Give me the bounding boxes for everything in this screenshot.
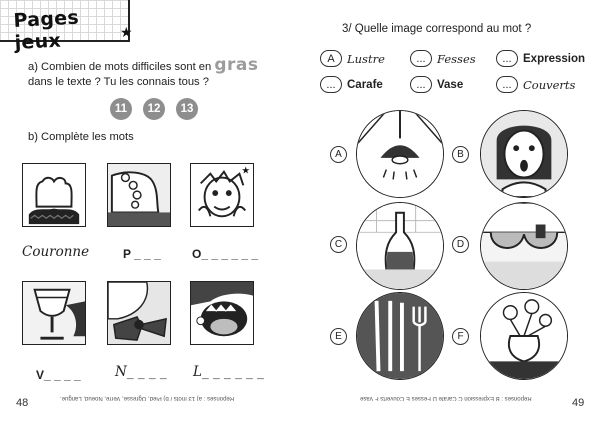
star-icon: ★ xyxy=(120,24,133,40)
circle-label-f: F xyxy=(452,328,469,345)
picture-ogress xyxy=(190,163,254,227)
option-word: Expression xyxy=(523,52,585,65)
circle-label-d: D xyxy=(452,236,469,253)
answers-left-upside-down: Réponses : a) 13 mots / b) Pied, Ogresse, Verre, Noeud, Langue. xyxy=(60,395,235,401)
circle-vase xyxy=(480,292,568,380)
option-expression[interactable] xyxy=(496,50,585,68)
circle-label-e: E xyxy=(330,328,347,345)
option-word: Carafe xyxy=(347,78,383,91)
option-vase[interactable] xyxy=(410,76,463,94)
option-badge[interactable]: ... xyxy=(410,76,432,93)
picture-crown xyxy=(22,163,86,227)
question-a xyxy=(28,55,298,90)
picture-glass xyxy=(22,281,86,345)
option-word: Vase xyxy=(437,78,464,91)
option-carafe[interactable] xyxy=(320,76,383,94)
option-word: Couverts xyxy=(523,77,576,92)
circle-label-a: A xyxy=(330,146,347,163)
option-couverts[interactable] xyxy=(496,76,575,94)
question-3: 3/ Quelle image correspond au mot ? xyxy=(342,23,532,35)
option-badge[interactable]: ... xyxy=(320,76,342,93)
answer-choice-13[interactable]: 13 xyxy=(176,98,198,120)
question-a-bold-word: gras xyxy=(214,55,259,75)
option-word: Fesses xyxy=(437,51,476,66)
option-fesses[interactable] xyxy=(410,50,476,68)
option-lustre[interactable] xyxy=(320,50,385,68)
title-tab xyxy=(0,0,133,54)
page-number-right: 49 xyxy=(572,397,585,409)
circle-label-c: C xyxy=(330,236,347,253)
option-badge[interactable]: ... xyxy=(496,76,518,93)
option-badge[interactable]: ... xyxy=(496,50,518,67)
answer-choice-12[interactable]: 12 xyxy=(143,98,165,120)
picture-foot xyxy=(107,163,171,227)
page-title: Pages jeux xyxy=(12,6,80,54)
circle-expression xyxy=(480,110,568,198)
word-blank-p: P _ _ _ xyxy=(123,247,161,261)
option-badge[interactable]: A xyxy=(320,50,342,67)
question-b: b) Complète les mots xyxy=(28,131,134,143)
circle-carafe xyxy=(356,202,444,290)
answers-right-upside-down: Réponses : B Expression C Carafe D Fesses E Couverts F Vase xyxy=(360,395,532,401)
word-couronne: Couronne xyxy=(22,244,90,260)
circle-cutlery xyxy=(356,292,444,380)
svg-text:★: ★ xyxy=(241,165,251,177)
word-blank-v: V_ _ _ _ xyxy=(36,368,81,382)
right-page xyxy=(300,0,600,425)
option-badge[interactable]: ... xyxy=(410,50,432,67)
question-a-text-2: dans le texte ? Tu les connais tous ? xyxy=(28,76,209,88)
option-word: Lustre xyxy=(347,51,385,66)
picture-knot xyxy=(107,281,171,345)
word-blank-o: O_ _ _ _ _ _ xyxy=(192,247,259,261)
word-blank-l: L_ _ _ _ _ _ xyxy=(193,364,264,380)
circle-lamp xyxy=(356,110,444,198)
circle-buttocks xyxy=(480,202,568,290)
question-a-text: a) Combien de mots difficiles sont en xyxy=(28,61,212,73)
picture-tongue xyxy=(190,281,254,345)
page-number-left: 48 xyxy=(16,397,29,409)
circle-label-b: B xyxy=(452,146,469,163)
word-blank-n: N_ _ _ _ xyxy=(115,364,167,380)
answer-choice-11[interactable]: 11 xyxy=(110,98,132,120)
